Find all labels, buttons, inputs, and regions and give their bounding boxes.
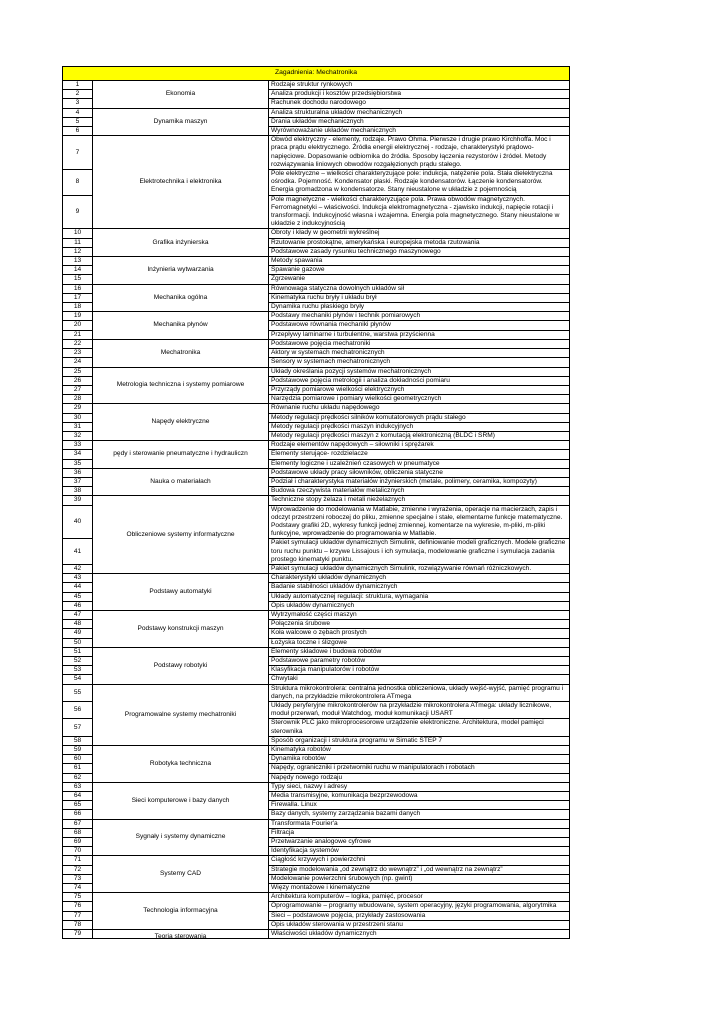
row-number: 8 [63,170,93,196]
topic-cell: Typy sieci, nazwy i adresy [269,782,570,791]
topic-cell: Pole elektryczne – wielkości charakteryzujące pole: indukcja, natężenie pola. Stała dielektryczna ośrodka. Pojemność. Kondensator płaski. Rodzaje kondensatorów. Łączenie kondensatorów. Energia gromadzona w kondensatorze. Stany nieustalone w układzie z pojemnością [269,170,570,196]
row-number: 25 [63,367,93,376]
row-number: 55 [63,684,93,701]
topic-cell: Podstawowe zasady rysunku technicznego maszynowego [269,247,570,256]
subject-cell: Elektrotechnika i elektronika [93,136,269,229]
topic-cell: Rodzaje struktur rynkowych [269,81,570,90]
topic-cell: Przepływy laminarne i turbulentne, warstwa przyścienna [269,330,570,339]
topic-cell: Transformata Fourier'a [269,819,570,828]
table-row [63,856,570,865]
table-row [63,136,570,170]
topic-cell: Sterownik PLC jako mikroprocesorowe urządzenie elektroniczne. Architektura, model pamięci sterownika [269,719,570,736]
subject-cell: Systemy CAD [93,856,269,893]
topic-cell: Obroty i kłady w geometrii wykreślnej [269,229,570,238]
topic-cell: Ciągłość krzywych i powierzchni [269,856,570,865]
table-row [63,496,570,505]
row-number: 9 [63,195,93,229]
topic-cell: Pole magnetyczne - wielkości charakteryzujące pola. Prawa obwodów magnetycznych. Ferromagnetyki – właściwości. Indukcja elektromagnetyczna - zjawisko indukcji, napięcie rotacji i transformacji. Indukcyjność własna i wzajemna. Energia pola magnetycznego. Stany nieustalone w układzie z indukcyjnością [269,195,570,229]
topic-cell: Badanie stabilności układów dynamicznych [269,583,570,592]
topic-cell: Budowa rzeczywista materiałów metalicznych [269,487,570,496]
topic-cell: Elementy składowe i budowa robotów [269,647,570,656]
subject-cell: Programowalne systemy mechatroniki [93,684,269,745]
topic-cell: Równowaga statyczna dowolnych układów sił [269,284,570,293]
topic-cell: Spawanie gazowe [269,266,570,275]
subject-label: Teoria sterowania [154,933,207,939]
row-number: 30 [63,413,93,422]
row-number: 62 [63,773,93,782]
topic-cell: Więzy montażowe i kinematyczne [269,884,570,893]
row-number: 37 [63,477,93,486]
topic-cell: Podział i charakterystyka materiałów inżynierskich (metale, polimery, ceramika, kompozyty) [269,477,570,486]
row-number: 27 [63,385,93,394]
topic-cell: Rachunek dochodu narodowego [269,99,570,108]
subject-cell [93,930,269,939]
topic-cell: Podstawowe układy pracy siłowników, obliczenia statyczne [269,468,570,477]
subject-cell: Robotyka techniczna [93,746,269,783]
row-number: 44 [63,583,93,592]
topic-cell: Przyrządy pomiarowe wielkości elektrycznych [269,385,570,394]
topic-cell: Analiza produkcji i kosztów przedsiębiorstwa [269,90,570,99]
table-row [63,610,570,619]
topic-cell: Napędy nowego rodzaju [269,773,570,782]
topic-cell: Sensory w systemach mechatronicznych [269,358,570,367]
subject-cell: Inżynieria wytwarzania [93,257,269,285]
row-number: 48 [63,620,93,629]
row-number: 36 [63,468,93,477]
topic-cell: Obwód elektryczny - elementy, rodzaje. Prawo Ohma. Pierwsze i drugie prawo Kirchhoffa. Moc i praca prądu elektrycznego. Źródła energii elektrycznej - rodzaje, charakterystyki prądowo-napięciowe. Dopasowanie odbiornika do źródła. Sposoby łączenia rezystorów i źródeł. Metody rozwiązywania liniowych obwodów rozgałęzionych prądu stałego. [269,136,570,170]
topic-cell: Podstawowe pojęcia mechatroniki [269,339,570,348]
row-number: 31 [63,422,93,431]
topic-cell: Strategie modelowania „od zewnątrz do wewnątrz” i „od wewnątrz na zewnątrz” [269,865,570,874]
row-number: 50 [63,638,93,647]
topic-cell: Układy automatycznej regulacji: struktura, wymagania [269,592,570,601]
topic-cell: Wprowadzenie do modelowania w Matlabie, zmienne i wyrażenia, operacje na macierzach, zapis i odczyt przestrzeni roboczej do pliku, zmienne specjalne i stałe, elementarne funkcje matematyczne. Podstawy grafiki 2D, wykresy funkcji jednej zmiennej, komentarze na wykresie, m-pliki, m-pliki funkcyjne, wprowadzenie do programowania w Matlabie. [269,505,570,539]
row-number: 4 [63,108,93,117]
topic-cell: Media transmisyjne, komunikacja bezprzewodowa [269,792,570,801]
topic-cell: Struktura mikrokontrolera: centralna jednostka obliczeniowa, układy wejść-wyjść, pamięć programu i danych, na przykładzie mikrokontrolera ATmega [269,684,570,701]
topic-cell: Koła walcowe o zębach prostych [269,629,570,638]
subject-cell: Nauka o materiałach [93,468,269,496]
row-number: 22 [63,339,93,348]
row-number: 33 [63,441,93,450]
row-number: 45 [63,592,93,601]
subject-cell: Technologia informacyjna [93,893,269,930]
row-number: 67 [63,819,93,828]
subject-cell: Podstawy automatyki [93,574,269,611]
row-number: 39 [63,496,93,505]
subject-cell: Ekonomia [93,81,269,109]
table-row [63,893,570,902]
row-number: 35 [63,459,93,468]
topic-cell: Układy peryferyjne mikrokontrolerów na przykładzie mikrokontrolera ATmega: układy licznikowe, moduł przerwań, moduł Watchdog, moduł komunikacji USART [269,702,570,719]
row-number: 56 [63,702,93,719]
table-row [63,257,570,266]
row-number: 68 [63,828,93,837]
table-row [63,367,570,376]
row-number: 63 [63,782,93,791]
row-number: 58 [63,736,93,745]
table-row [63,404,570,413]
subject-cell: Mechanika płynów [93,312,269,340]
topic-cell: Metody regulacji prędkości maszyn indukcyjnych [269,422,570,431]
subject-cell: pędy i sterowanie pneumatyczne i hydrauliczn [93,441,269,469]
topic-cell: Dynamika ruchu płaskiego bryły [269,303,570,312]
row-number: 49 [63,629,93,638]
topic-cell: Podstawowe równania mechaniki płynów [269,321,570,330]
row-number: 14 [63,266,93,275]
subject-cell: Dynamika maszyn [93,108,269,136]
topic-cell: Klasyfikacja manipulatorów i robotów [269,666,570,675]
subject-cell: Mechatronika [93,339,269,367]
table-row [63,746,570,755]
row-number: 6 [63,127,93,136]
topic-cell: Kinematyka ruchu bryły i układu brył [269,293,570,302]
table-row [63,930,570,939]
subject-cell: Obliczeniowe systemy informatyczne [93,496,269,574]
topic-cell: Podstawowe pojęcia metrologii i analiza dokładności pomiaru [269,376,570,385]
table-row [63,312,570,321]
topic-cell: Narzędzia pomiarowe i pomiary wielkości geometrycznych [269,395,570,404]
row-number: 1 [63,81,93,90]
topic-cell: Drania układów mechanicznych [269,117,570,126]
topic-cell: Filtracja [269,828,570,837]
topic-cell: Chwytaki [269,675,570,684]
row-number: 77 [63,911,93,920]
table-row [63,574,570,583]
row-number: 73 [63,874,93,883]
topic-cell: Układy określania pozycji systemów mechatronicznych [269,367,570,376]
row-number: 72 [63,865,93,874]
topic-cell: Dynamika robotów [269,755,570,764]
topic-cell: Rzutowanie prostokątne, amerykańska i europejska metoda rzutowania [269,238,570,247]
row-number: 11 [63,238,93,247]
row-number: 64 [63,792,93,801]
topic-cell: Opis układów dynamicznych [269,601,570,610]
row-number: 66 [63,810,93,819]
row-number: 70 [63,847,93,856]
topic-cell: Elementy sterujące- rozdzielacze [269,450,570,459]
subject-cell: Sieci komputerowe i bazy danych [93,782,269,819]
subject-cell: Napędy elektryczne [93,404,269,441]
topics-sheet [62,66,569,939]
row-number: 57 [63,719,93,736]
row-number: 23 [63,349,93,358]
row-number: 59 [63,746,93,755]
row-number: 46 [63,601,93,610]
table-row [63,684,570,701]
row-number: 2 [63,90,93,99]
row-number: 61 [63,764,93,773]
row-number: 74 [63,884,93,893]
row-number: 5 [63,117,93,126]
row-number: 71 [63,856,93,865]
row-number: 41 [63,539,93,565]
topic-cell: Kinematyka robotów [269,746,570,755]
row-number: 76 [63,902,93,911]
topic-cell: Pakiet symulacji układów dynamicznych Simulink, definiowanie modeli graficznych. Modele graficzne toru ruchu punktu – krzywe Lissajous i ich symulacja, modelowanie graficzne i symulacja zadania prostego kinematyki punktu. [269,539,570,565]
row-number: 54 [63,675,93,684]
topic-cell: Techniczne stopy żelaza i metali nieżelaznych [269,496,570,505]
topic-cell: Wyrównoważanie układów mechanicznych [269,127,570,136]
row-number: 38 [63,487,93,496]
topic-cell: Charakterystyki układów dynamicznych [269,574,570,583]
topic-cell: Sieci – podstawowe pojęcia, przykłady zastosowania [269,911,570,920]
table-title: Zagadnienia: Mechatronika [63,67,570,81]
table-row [63,339,570,348]
row-number: 65 [63,801,93,810]
subject-cell: Podstawy robotyki [93,647,269,684]
topic-cell: Podstawowe parametry robotów [269,657,570,666]
subject-cell: Mechanika ogólna [93,284,269,312]
row-number: 7 [63,136,93,170]
row-number: 69 [63,838,93,847]
row-number: 13 [63,257,93,266]
topic-cell: Rodzaje elementów napędowych – siłowniki i sprężarek [269,441,570,450]
table-row [63,229,570,238]
topic-cell: Właściwości układów dynamicznych [269,930,570,939]
row-number: 43 [63,574,93,583]
topic-cell: Sposób organizacji i struktura programu w Simatic STEP 7 [269,736,570,745]
topic-cell: Podstawy mechaniki płynów i technik pomiarowych [269,312,570,321]
table-row [63,819,570,828]
row-number: 79 [63,930,93,939]
topic-cell: Oprogramowanie – programy wbudowane, system operacyjny, języki programowania, algorytmika [269,902,570,911]
topic-cell: Napędy, ograniczniki i przetworniki ruchu w manipulatorach i robotach [269,764,570,773]
table-row [63,782,570,791]
topic-cell: Architektura komputerów – logika, pamięć, procesor [269,893,570,902]
topic-cell: Firewalla. Linux [269,801,570,810]
row-number: 26 [63,376,93,385]
table-row [63,647,570,656]
row-number: 28 [63,395,93,404]
table-row [63,81,570,90]
topic-cell: Opis układów sterowania w przestrzeni stanu [269,920,570,929]
topic-cell: Metody regulacji prędkości silników komutatorowych prądu stałego [269,413,570,422]
topic-cell: Przetwarzanie analogowe cyfrowe [269,838,570,847]
subject-cell: Grafika inżynierska [93,229,269,257]
row-number: 15 [63,275,93,284]
topic-cell: Metody spawania [269,257,570,266]
row-number: 20 [63,321,93,330]
topic-cell: Modelowanie powierzchni śrubowych (np. gwint) [269,874,570,883]
row-number: 29 [63,404,93,413]
row-number: 42 [63,564,93,573]
row-number: 52 [63,657,93,666]
subject-cell: Podstawy konstrukcji maszyn [93,610,269,647]
row-number: 78 [63,920,93,929]
row-number: 16 [63,284,93,293]
subject-cell: Sygnały i systemy dynamiczne [93,819,269,856]
topic-cell: Wytrzymałość części maszyn [269,610,570,619]
row-number: 18 [63,303,93,312]
table-row [63,441,570,450]
row-number: 34 [63,450,93,459]
topic-cell: Bazy danych, systemy zarządzania bazami danych [269,810,570,819]
row-number: 3 [63,99,93,108]
row-number: 75 [63,893,93,902]
table-row [63,284,570,293]
row-number: 60 [63,755,93,764]
table-body [63,81,570,939]
topic-cell: Elementy logiczne i uzależnień czasowych w pneumatyce [269,459,570,468]
row-number: 40 [63,505,93,539]
table-row [63,468,570,477]
row-number: 17 [63,293,93,302]
row-number: 32 [63,431,93,440]
row-number: 51 [63,647,93,656]
row-number: 21 [63,330,93,339]
topic-cell: Pakiet symulacji układów dynamicznych Simulink, rozwiązywanie równań różniczkowych. [269,564,570,573]
subject-cell: Metrologia techniczna i systemy pomiarowe [93,367,269,404]
topic-cell: Równanie ruchu układu napędowego [269,404,570,413]
row-number: 10 [63,229,93,238]
topic-cell: Zgrzewanie [269,275,570,284]
topics-table [62,66,570,939]
row-number: 47 [63,610,93,619]
table-row [63,108,570,117]
topic-cell: Łożyska toczne i ślizgowe [269,638,570,647]
row-number: 24 [63,358,93,367]
topic-cell: Identyfikacja systemów [269,847,570,856]
topic-cell: Analiza strukturalna układów mechanicznych [269,108,570,117]
row-number: 53 [63,666,93,675]
row-number: 19 [63,312,93,321]
topic-cell: Połączenia śrubowe [269,620,570,629]
row-number: 12 [63,247,93,256]
topic-cell: Metody regulacji prędkości maszyn z komutacją elektroniczną (BLDC i SRM) [269,431,570,440]
topic-cell: Aktory w systemach mechatronicznych [269,349,570,358]
